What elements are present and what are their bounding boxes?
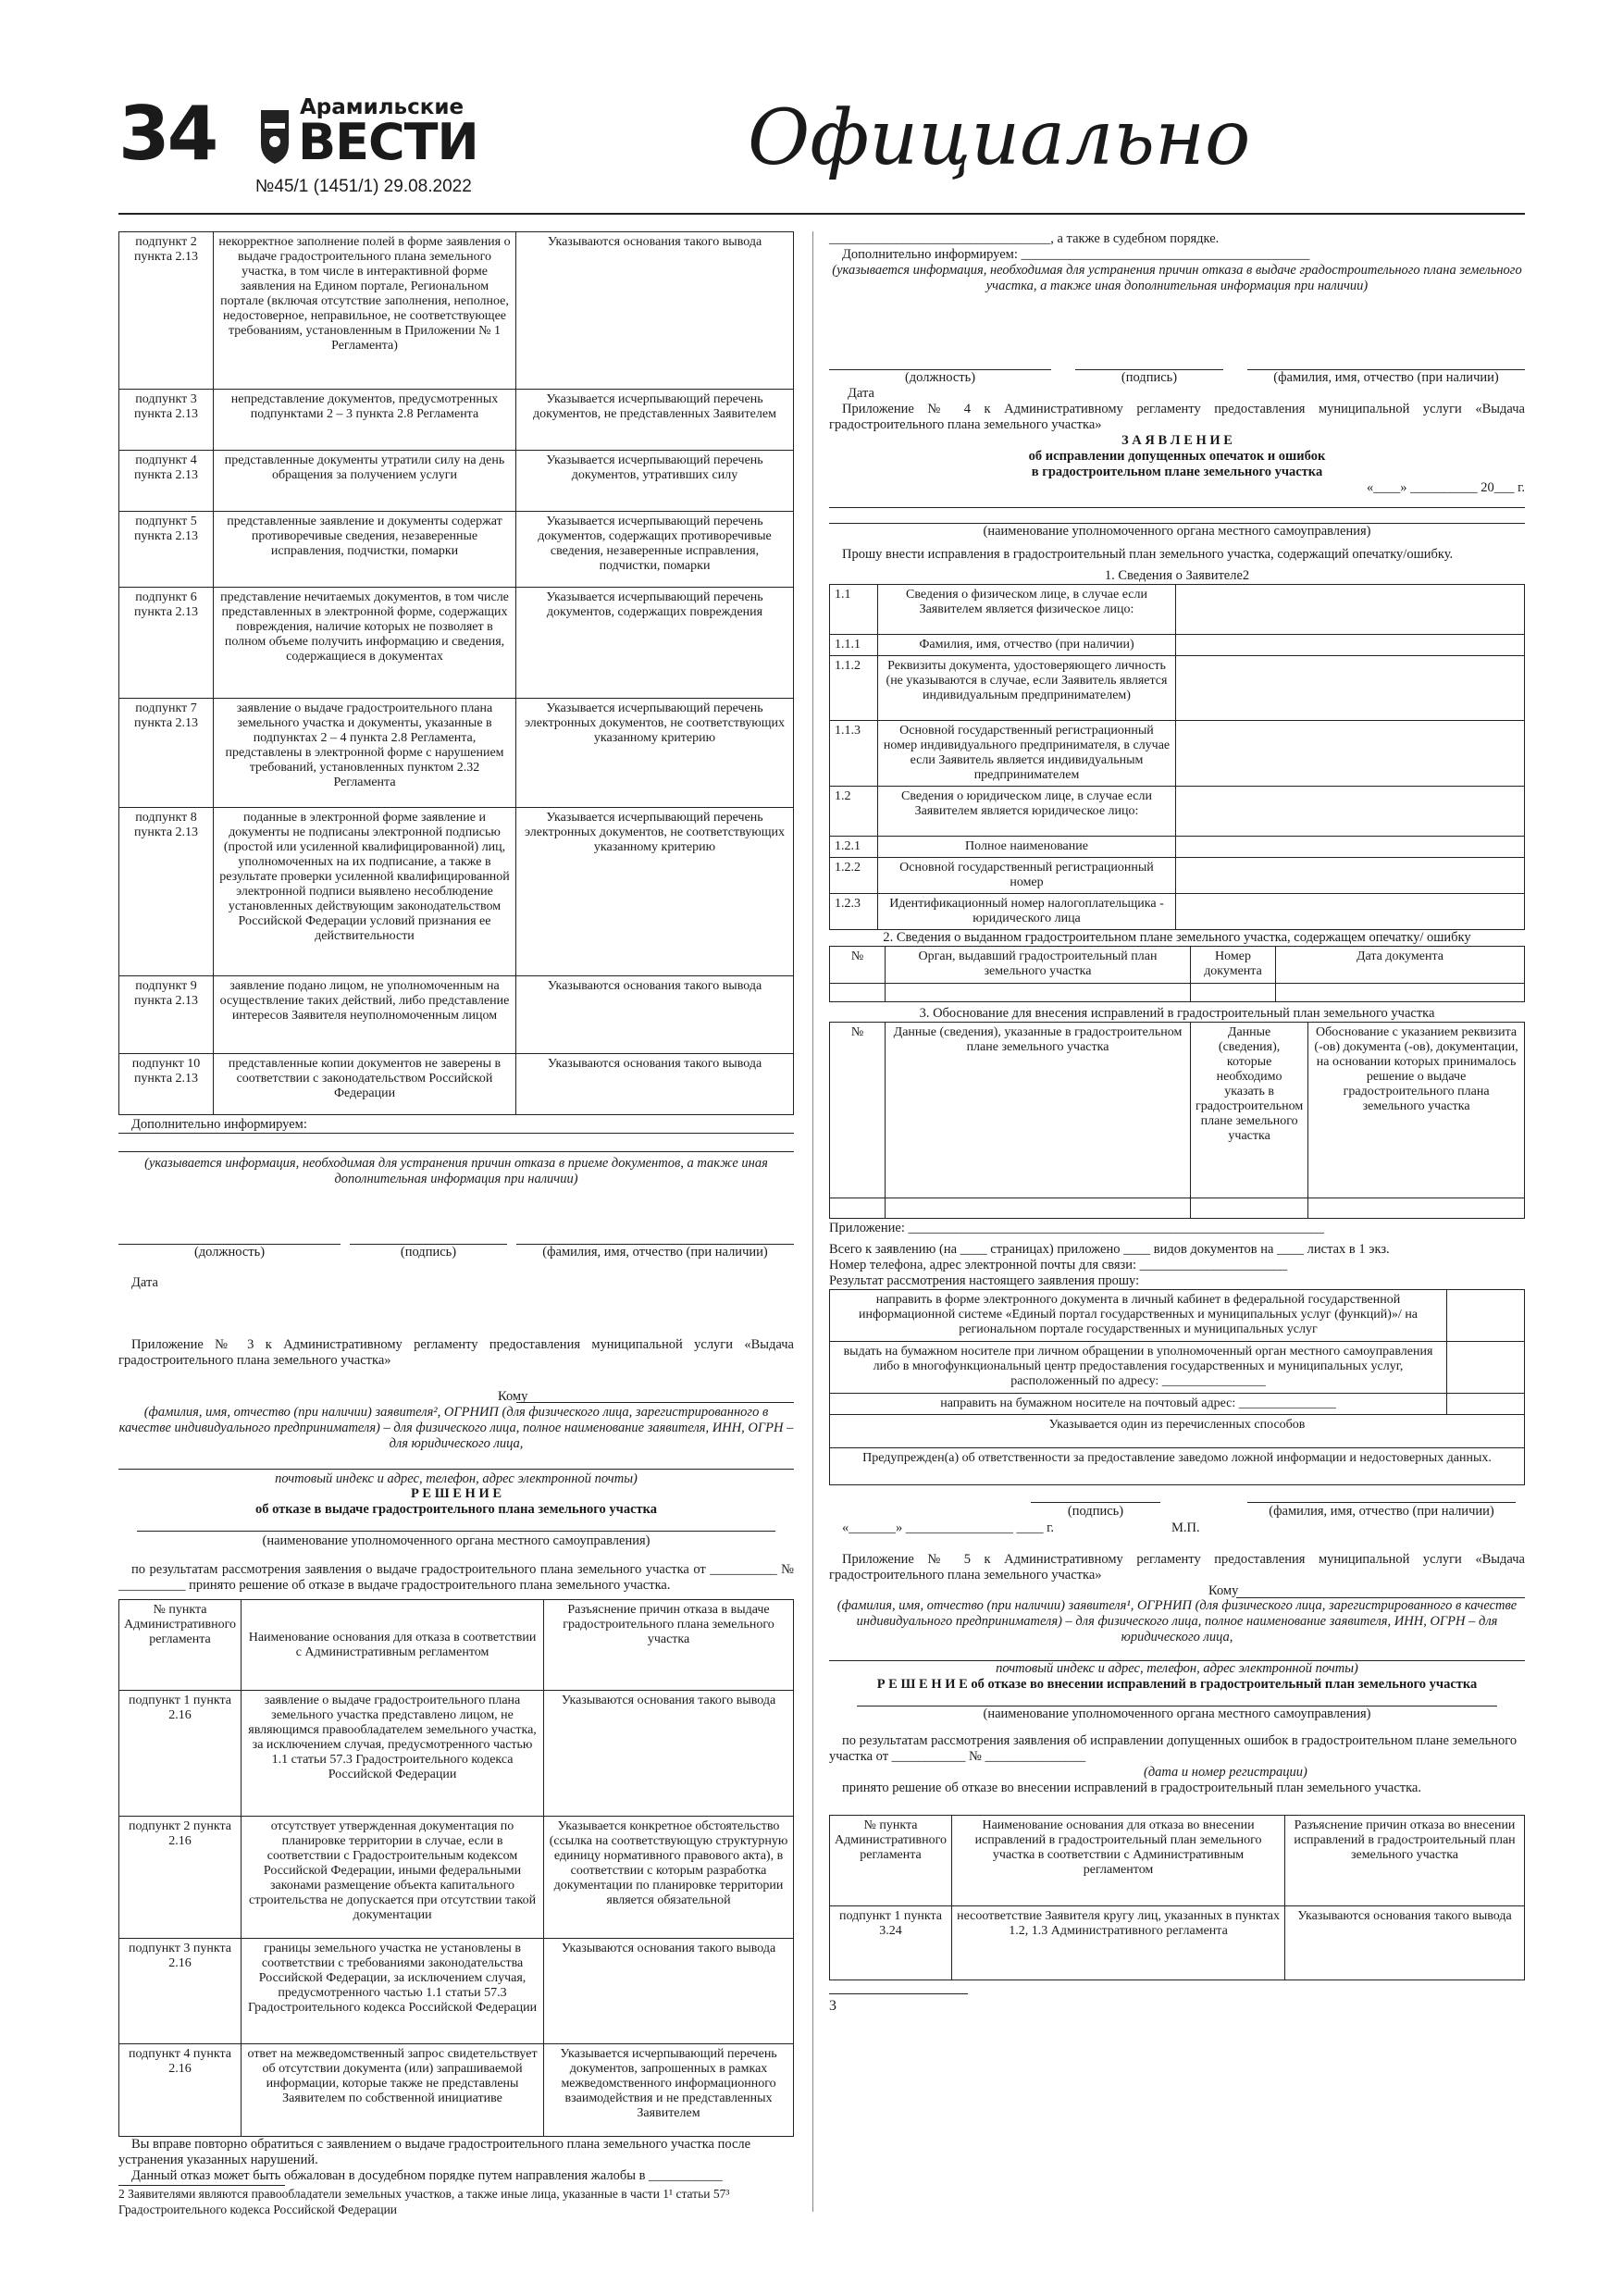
left-column bbox=[118, 231, 794, 2217]
table-row bbox=[830, 984, 1525, 1002]
table-row: 1.1.3 Основной государственный регистрационный номер индивидуального предпринимателя, в случае если Заявитель является индивидуальным предпринимателем bbox=[830, 721, 1525, 787]
table-row: 1.2.1 Полное наименование bbox=[830, 837, 1525, 858]
decision-title: Р Е Ш Е Н И Е об отказе во внесении исправлений в градостроительный план земельного участка bbox=[876, 1677, 1478, 1692]
table-row: 1.2.2 Основной государственный регистрационный номер bbox=[830, 858, 1525, 894]
statement-subtitle-2: в градостроительном плане земельного участка bbox=[1031, 465, 1323, 479]
result-request: Результат рассмотрения настоящего заявления прошу: bbox=[829, 1273, 1140, 1288]
statement-subtitle-1: об исправлении допущенных опечаток и ошибок bbox=[1028, 449, 1326, 464]
table-row: подпункт 3 пункта 2.16 границы земельного участка не установлены в соответствии с требованиями законодательства Российской Федерации, за исключением случая, предусмотренного частью 1.1 статьи 57.3 Градостроительного кодекса Российской Федерации Указываются основания такого вывода bbox=[119, 1939, 794, 2044]
authority-note: (наименование уполномоченного органа местного самоуправления) bbox=[983, 1706, 1371, 1721]
table-row: подпункт 8 пункта 2.13 поданные в электронной форме заявление и документы не подписаны электронной подписью (простой или усиленной квалифицированной) лиц, уполномоченных на их подписание, а также в результате проверки усиленной квалифицированной электронной подписи выявлено несоблюдение установленных действующим законодательством Российской Федерации условий признания ее действительности Указывается исчерпывающий перечень электронных документов, не соответствующих указанному критерию bbox=[119, 808, 794, 976]
decision-result: принято решение об отказе во внесении исправлений в градостроительный план земельного участка. bbox=[842, 1781, 1421, 1795]
table-row: подпункт 4 пункта 2.16 ответ на межведомственный запрос свидетельствует об отсутствии документа (или) запрашиваемой информации, которые также не представлены Заявителем по собственной инициативе Указывается исчерпывающий перечень документов, запрошенных в рамках межведомственного информационного взаимодействия и не представленных Заявителем bbox=[119, 2044, 794, 2137]
applicant-info-table bbox=[829, 584, 1525, 930]
table-row: подпункт 4 пункта 2.13 представленные документы утратили силу на день обращения за получением услуги Указывается исчерпывающий перечень документов, утративших силу bbox=[119, 451, 794, 512]
statement-date: «____» __________ 20___ г. bbox=[1366, 480, 1525, 495]
signature-date: «_______» ________________ ____ г. bbox=[842, 1520, 1055, 1535]
seal-placeholder: М.П. bbox=[1171, 1520, 1200, 1535]
table-row: 1.1 Сведения о физическом лице, в случае если Заявителем является физическое лицо: bbox=[830, 585, 1525, 635]
appendix-3-heading: Приложение № 3 к Административному регламенту предоставления муниципальной услуги «Выдача градостроительного плана земельного участка» bbox=[118, 1337, 794, 1368]
issue-number: №45/1 (1451/1) 29.08.2022 bbox=[255, 177, 472, 196]
additional-info-line: Дополнительно информируем: bbox=[118, 1117, 794, 1134]
page-number: 34 bbox=[118, 91, 217, 177]
table-row: подпункт 2 пункта 2.13 некорректное заполнение полей в форме заявления о выдаче градостроительного плана земельного участка, в том числе в интерактивной форме заявления на Едином портале, Региональном портале (включая отсутствие заполнения, неполное, недостоверное, неправильное, не соответствующее требованиям, установленным в Приложении № 1 Регламента) Указываются основания такого вывода bbox=[119, 232, 794, 390]
recipient-note: (фамилия, имя, отчество (при наличии) заявителя², ОГРНИП (для физического лица, зарегистрированного в качестве индивидуального предпринимателя) – для физического лица, полное наименование заявителя, ИНН, ОГРН – для юридического лица, bbox=[118, 1405, 794, 1451]
decision-subtitle: об отказе в выдаче градостроительного плана земельного участка bbox=[254, 1502, 658, 1517]
table-row: 1.1.1 Фамилия, имя, отчество (при наличии) bbox=[830, 635, 1525, 656]
review-result: по результатам рассмотрения заявления о выдаче градостроительного плана земельного участка от __________ № __________ принято решение об отказе в выдаче градостроительного плана земельного участка. bbox=[118, 1562, 794, 1593]
column-divider bbox=[812, 231, 813, 2212]
table-row: подпункт 3 пункта 2.13 непредставление документов, предусмотренных подпунктами 2 – 3 пункта 2.8 Регламента Указывается исчерпывающий перечень документов, не представленных Заявителем bbox=[119, 390, 794, 451]
table-header-row: № Орган, выдавший градостроительный план земельного участка Номер документа Дата документа bbox=[830, 947, 1525, 984]
delivery-note-row: Указывается один из перечисленных способов bbox=[830, 1415, 1525, 1448]
brand-main: ВЕСТИ bbox=[298, 113, 478, 171]
authority-note: (наименование уполномоченного органа местного самоуправления) bbox=[262, 1533, 650, 1548]
appeal-note: Данный отказ может быть обжалован в досудебном порядке путем направления жалобы в ___________ bbox=[131, 2168, 723, 2183]
section-1-title: 1. Сведения о Заявителе2 bbox=[1104, 568, 1250, 583]
table-row bbox=[830, 1198, 1525, 1219]
additional-info-note: (указывается информация, необходимая для устранения причин отказа в приеме документов, а также иная дополнительная информация при наличии) bbox=[144, 1156, 768, 1186]
additional-info-line: Дополнительно информируем: ___________________________________________ bbox=[842, 247, 1310, 262]
postal-note: почтовый индекс и адрес, телефон, адрес электронной почты) bbox=[996, 1661, 1358, 1676]
table-row: подпункт 5 пункта 2.13 представленные заявление и документы содержат противоречивые сведения, незаверенные исправления, подчистки, помарки Указывается исчерпывающий перечень документов, содержащих противоречивые сведения, незаверенные исправления, подчистки, помарки bbox=[119, 512, 794, 588]
appendix-4-heading: Приложение № 4 к Административному регламенту предоставления муниципальной услуги «Выдача градостроительного плана земельного участка» bbox=[829, 402, 1525, 432]
table-row: подпункт 6 пункта 2.13 представление нечитаемых документов, в том числе представленных в электронной форме, содержащих повреждения, наличие которых не позволяет в полном объеме получить информацию и сведения, содержащиеся в документах Указывается исчерпывающий перечень документов, содержащих повреждения bbox=[119, 588, 794, 699]
signature-block: (должность) (подпись) (фамилия, имя, отчество (при наличии) bbox=[118, 1226, 794, 1260]
review-result: по результатам рассмотрения заявления об исправлении допущенных ошибок в градостроительном плане земельного участка от ___________ № _______________ bbox=[829, 1733, 1518, 1764]
recipient-label: Кому bbox=[1208, 1583, 1239, 1598]
date-label: Дата bbox=[131, 1275, 158, 1290]
delivery-option-post[interactable]: направить на бумажном носителе на почтовый адрес: _______________ bbox=[830, 1394, 1525, 1415]
court-line: _________________________________, а также в судебном порядке. bbox=[829, 231, 1220, 246]
full-name-label: (фамилия, имя, отчество (при наличии) bbox=[1269, 1504, 1494, 1519]
section-title: Официально bbox=[748, 94, 1251, 182]
liability-row: Предупрежден(а) об ответственности за предоставление заведомо ложной информации и недостоверных данных. bbox=[830, 1448, 1525, 1485]
attachment-line: Приложение: ______________________________________________________________ bbox=[829, 1221, 1324, 1235]
grounds-table-2-13 bbox=[118, 231, 794, 1115]
table-row: 1.1.2 Реквизиты документа, удостоверяющего личность (не указываются в случае, если Заявитель является индивидуальным предпринимателем) bbox=[830, 656, 1525, 721]
table-row: подпункт 10 пункта 2.13 представленные копии документов не заверены в соответствии с законодательством Российской Федерации Указываются основания такого вывода bbox=[119, 1054, 794, 1115]
table-row: подпункт 1 пункта 3.24 несоответствие Заявителя кругу лиц, указанных в пунктах 1.2, 1.3 Административного регламента Указываются основания такого вывода bbox=[830, 1906, 1525, 1980]
postal-note: почтовый индекс и адрес, телефон, адрес электронной почты) bbox=[275, 1471, 638, 1486]
brand-top: Арамильские bbox=[300, 95, 465, 119]
registration-note: (дата и номер регистрации) bbox=[1144, 1765, 1307, 1780]
correction-refusal-table bbox=[829, 1815, 1525, 1980]
signature-block: (должность) (подпись) (фамилия, имя, отчество (при наличии) bbox=[829, 352, 1525, 386]
blank-line bbox=[118, 1134, 794, 1152]
masthead bbox=[118, 93, 1525, 213]
table-row: подпункт 7 пункта 2.13 заявление о выдаче градостроительного плана земельного участка и документы, указанные в подпунктах 2 – 4 пункта 2.8 Регламента, представлены в электронной форме с нарушением требований, установленных пунктом 2.32 Регламента Указывается исчерпывающий перечень электронных документов, не соответствующих указанному критерию bbox=[119, 699, 794, 808]
coat-of-arms-icon bbox=[257, 106, 292, 166]
correction-request: Прошу внести исправления в градостроительный план земельного участка, содержащий опечатку/ошибку. bbox=[842, 547, 1454, 562]
section-2-title: 2. Сведения о выданном градостроительном плане земельного участка, содержащем опечатку/ ошибку bbox=[883, 930, 1471, 945]
table-header-row: № пункта Административного регламента Наименование основания для отказа во внесении исправлений в градостроительный план земельного участка в соответствии с Административным регламентом Разъяснение причин отказа во внесении исправлений в градостроительный план земельного участка bbox=[830, 1816, 1525, 1906]
table-row: 1.2 Сведения о юридическом лице, в случае если Заявителем является юридическое лицо: bbox=[830, 787, 1525, 837]
table-row: подпункт 1 пункта 2.16 заявление о выдаче градостроительного плана земельного участка представлено лицом, не являющимся правообладателем земельного участка, за исключением случая, предусмотренного частью 1.1 статьи 57.3 Градостроительного кодекса Российской Федерации Указываются основания такого вывода bbox=[119, 1691, 794, 1817]
date-label: Дата bbox=[848, 386, 874, 401]
table-row: подпункт 2 пункта 2.16 отсутствует утвержденная документация по планировке территории в случае, если в соответствии с Градостроительным кодексом Российской Федерации, иными федеральными законами размещение объекта капитального строительства не допускается при отсутствии такой документации Указывается конкретное обстоятельство (ссылка на соответствующую структурную единицу нормативного правового акта), в соответствии с которым разработка документации по планировке территории является обязательной bbox=[119, 1817, 794, 1939]
table-row: подпункт 9 пункта 2.13 заявление подано лицом, не уполномоченным на осуществление таких действий, либо представление интересов Заявителя неуполномоченным лицом Указываются основания такого вывода bbox=[119, 976, 794, 1054]
attachment-total: Всего к заявлению (на ____ страницах) приложено ____ видов документов на ____ листах в 1 экз. bbox=[829, 1242, 1390, 1257]
appendix-5-heading: Приложение № 5 к Административному регламенту предоставления муниципальной услуги «Выдача градостроительного плана земельного участка» bbox=[829, 1552, 1525, 1582]
newspaper-logo bbox=[257, 97, 609, 199]
correction-basis-table bbox=[829, 1022, 1525, 1219]
signature-block-2 bbox=[829, 1502, 1525, 1546]
footnote: 2 Заявителями являются правообладатели земельных участков, а также иные лица, указанные в части 1¹ статьи 57³ Градостроительного кодекса Российской Федерации bbox=[118, 2187, 730, 2216]
statement-title: З А Я В Л Е Н И Е bbox=[1121, 433, 1233, 448]
recipient-note: (фамилия, имя, отчество (при наличии) заявителя¹, ОГРНИП (для физического лица, зарегистрированного в качестве индивидуального предпринимателя) – для физического лица, полное наименование заявителя, ИНН, ОГРН – для юридического лица, bbox=[836, 1598, 1518, 1644]
contact-line: Номер телефона, адрес электронной почты для связи: ______________________ bbox=[829, 1258, 1288, 1272]
refusal-grounds-table-2-16 bbox=[118, 1599, 794, 2137]
masthead-rule bbox=[118, 213, 1525, 215]
authority-note: (наименование уполномоченного органа местного самоуправления) bbox=[983, 524, 1371, 539]
additional-info-note: (указывается информация, необходимая для устранения причин отказа в выдаче градостроительного плана земельного участка, а также иная дополнительная информация при наличии) bbox=[832, 263, 1522, 293]
recipient-label: Кому bbox=[498, 1389, 528, 1404]
delivery-option-portal[interactable]: направить в форме электронного документа в личный кабинет в федеральной государственной информационной системе «Единый портал государственных и муниципальных услуг (функций)»/ на региональном портале государственных и муниципальных услуг bbox=[830, 1290, 1525, 1342]
page-footnote-number: 3 bbox=[829, 1998, 836, 2014]
table-row: 1.2.3 Идентификационный номер налогоплательщика - юридического лица bbox=[830, 894, 1525, 930]
right-column bbox=[829, 231, 1525, 2014]
table-header-row: № пункта Административного регламента Наименование основания для отказа в соответствии с Административным регламентом Разъяснение причин отказа в выдаче градостроительного плана земельного участка bbox=[119, 1600, 794, 1691]
plan-info-table bbox=[829, 946, 1525, 1002]
delivery-method-table bbox=[829, 1289, 1525, 1485]
decision-title: Р Е Ш Е Н И Е bbox=[410, 1486, 502, 1501]
delivery-option-in-person[interactable]: выдать на бумажном носителе при личном обращении в уполномоченный орган местного самоуправления либо в многофункциональный центр предоставления государственных и муниципальных услуг, расположенный по адресу: ________________ bbox=[830, 1342, 1525, 1394]
retry-note: Вы вправе повторно обратиться с заявлением о выдаче градостроительного плана земельного участка после устранения указанных нарушений. bbox=[118, 2137, 751, 2167]
section-3-title: 3. Обоснование для внесения исправлений в градостроительный план земельного участка bbox=[919, 1006, 1435, 1021]
table-header-row: № Данные (сведения), указанные в градостроительном плане земельного участка Данные (сведения), которые необходимо указать в градостроительном плане земельного участка Обоснование с указанием реквизита (-ов) документа (-ов), документации, на основании которых принималось решение о выдаче градостроительного плана земельного участка bbox=[830, 1023, 1525, 1198]
signature-label: (подпись) bbox=[1067, 1504, 1124, 1519]
